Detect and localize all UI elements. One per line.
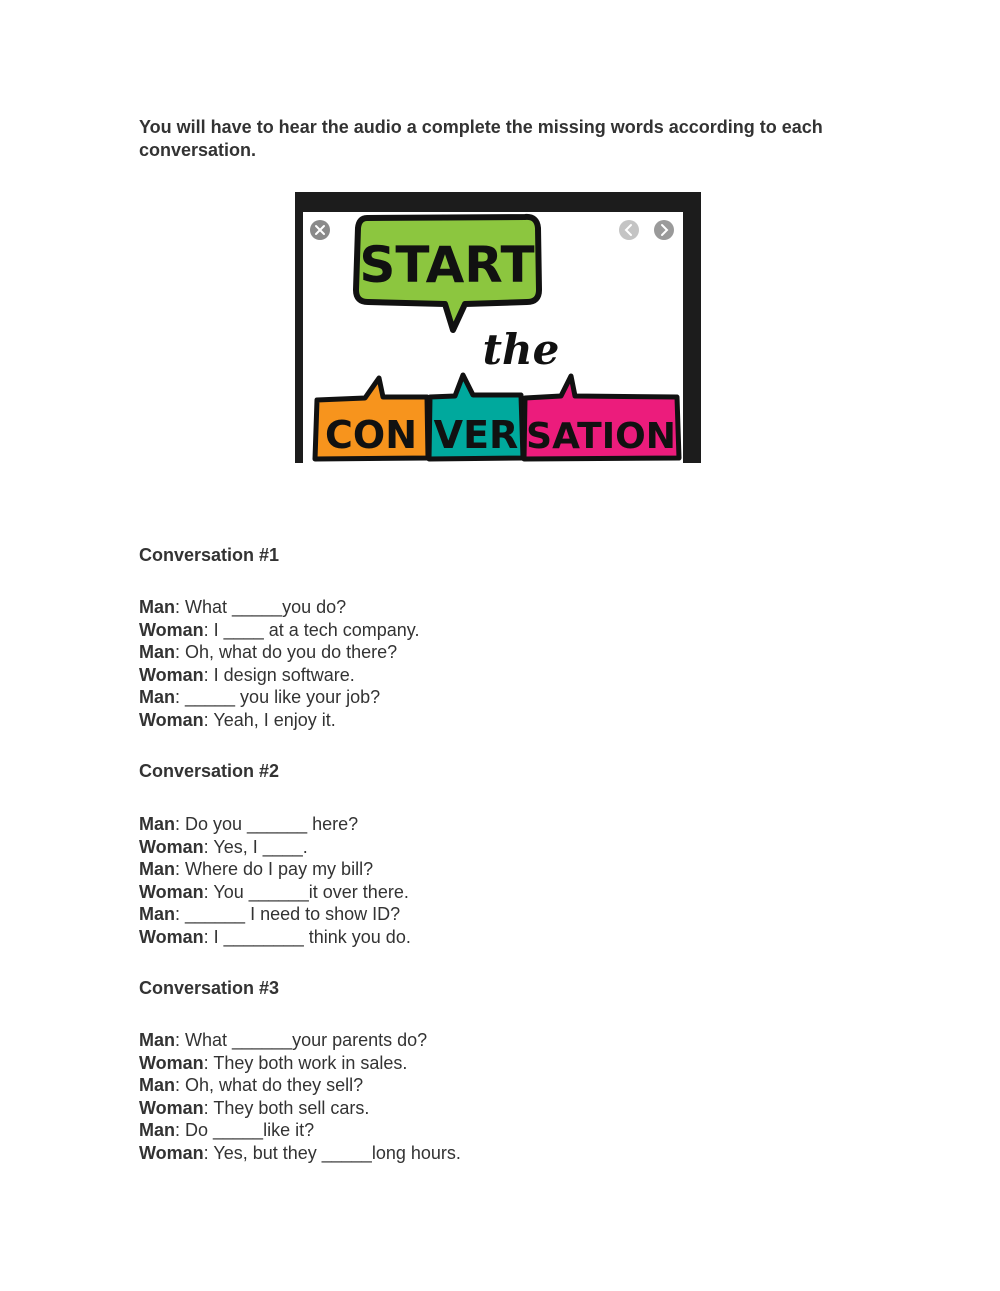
dialogue-line — [139, 813, 839, 836]
line-text: : Do _____like it? — [175, 1120, 315, 1141]
start-the-conversation-image — [295, 192, 701, 463]
dialogue-line — [139, 836, 839, 859]
chevron-right-icon[interactable] — [654, 220, 674, 240]
line-text: : _____ you like your job? — [175, 687, 381, 708]
dialogue-line — [139, 1119, 839, 1142]
close-icon[interactable] — [310, 220, 330, 240]
speaker-label: Woman — [139, 1142, 204, 1163]
dialogue-line — [139, 686, 839, 709]
speaker-label: Woman — [139, 1052, 204, 1073]
speaker-label: Man — [139, 859, 175, 880]
line-text: : Oh, what do they sell? — [175, 1075, 364, 1096]
dialogue-line — [139, 664, 839, 687]
dialogue-line — [139, 596, 839, 619]
the-word: the — [482, 325, 560, 374]
dialogue-line — [139, 903, 839, 926]
chevron-left-icon[interactable] — [619, 220, 639, 240]
dialogue-line — [139, 619, 839, 642]
speaker-label: Woman — [139, 926, 204, 947]
line-text: : Do you ______ here? — [175, 814, 359, 834]
speaker-label: Man — [139, 642, 175, 663]
line-text: : Where do I pay my bill? — [175, 859, 374, 880]
dialogue-line — [139, 641, 839, 664]
line-text: : I ________ think you do. — [203, 926, 411, 947]
conversation-2-title: Conversation #2 — [139, 761, 280, 781]
ver-word: VER — [433, 413, 519, 457]
speaker-label: Woman — [139, 709, 204, 730]
speaker-label: Woman — [139, 664, 204, 685]
speaker-label: Woman — [139, 881, 204, 902]
conversation-1-title: Conversation #1 — [139, 545, 280, 565]
dialogue-line — [139, 926, 839, 949]
line-text: : What ______your parents do? — [175, 1030, 428, 1050]
con-word: CON — [325, 413, 417, 457]
line-text: : Yes, I ____. — [203, 836, 308, 857]
dialogue-line — [139, 1142, 839, 1165]
line-text: : ______ I need to show ID? — [175, 904, 401, 925]
speaker-label: Man — [139, 1075, 175, 1096]
speaker-label: Man — [139, 1120, 175, 1141]
start-word: START — [359, 236, 535, 294]
line-text: : Yes, but they _____long hours. — [203, 1142, 461, 1163]
dialogue-line — [139, 1097, 839, 1120]
line-text: : They both work in sales. — [203, 1052, 408, 1073]
line-text: : You ______it over there. — [203, 881, 409, 902]
speaker-label: Woman — [139, 619, 204, 640]
dialogue-line — [139, 1029, 839, 1052]
sation-word: SATION — [526, 416, 676, 457]
conversation-3-title: Conversation #3 — [139, 978, 280, 998]
speaker-label: Man — [139, 687, 175, 708]
speaker-label: Man — [139, 904, 175, 925]
line-text: : Yeah, I enjoy it. — [203, 709, 336, 730]
conversation-2-dialogue — [139, 813, 839, 949]
speaker-label: Man — [139, 814, 175, 834]
conversation-3-dialogue — [139, 1029, 839, 1165]
dialogue-line — [139, 709, 839, 732]
line-text: : Oh, what do you do there? — [175, 642, 398, 663]
dialogue-line — [139, 858, 839, 881]
conversation-1-dialogue — [139, 596, 839, 732]
line-text: : They both sell cars. — [203, 1097, 370, 1118]
dialogue-line — [139, 1052, 839, 1075]
speaker-label: Man — [139, 1030, 175, 1050]
speaker-label: Woman — [139, 836, 204, 857]
line-text: : What _____you do? — [175, 597, 347, 617]
dialogue-line — [139, 1074, 839, 1097]
line-text: : I ____ at a tech company. — [203, 619, 420, 640]
line-text: : I design software. — [203, 664, 355, 685]
instructions-text: You will have to hear the audio a complete the missing words according to each conversation. — [139, 117, 823, 160]
speaker-label: Woman — [139, 1097, 204, 1118]
speaker-label: Man — [139, 597, 175, 617]
dialogue-line — [139, 881, 839, 904]
